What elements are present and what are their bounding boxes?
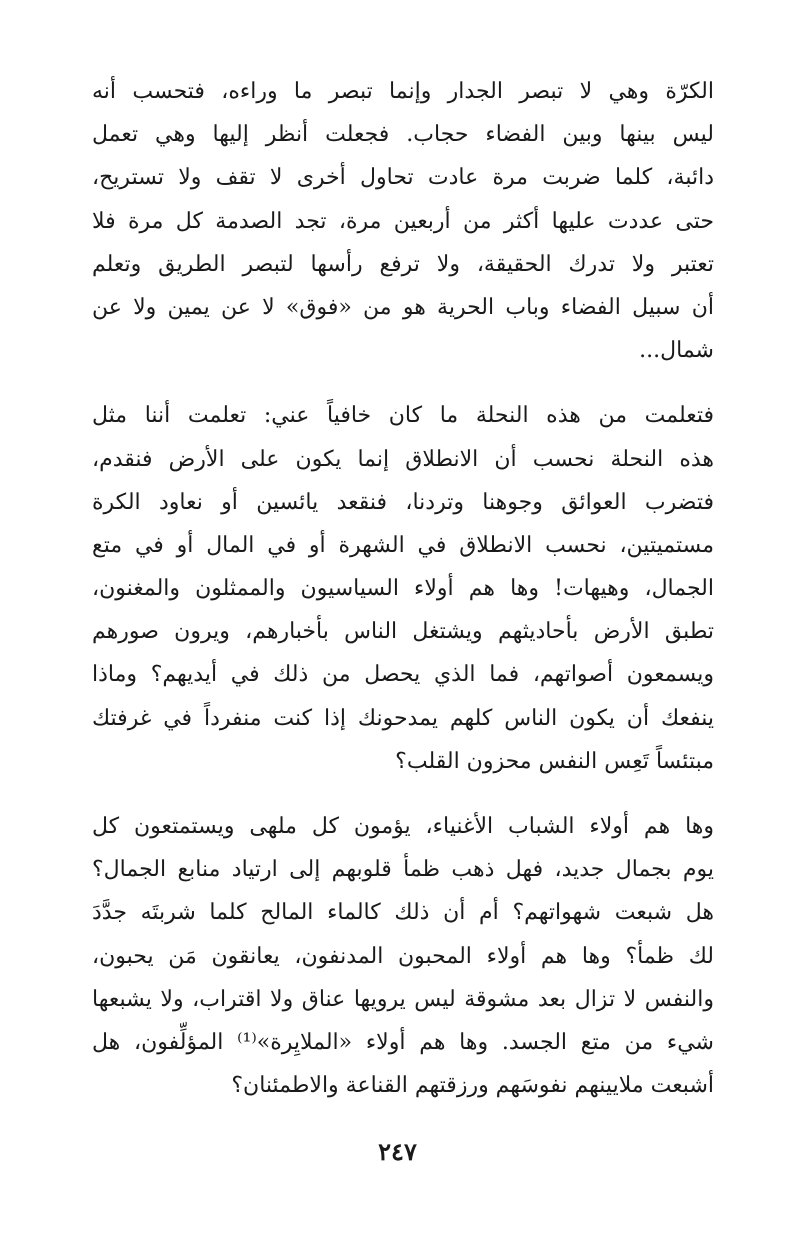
text-line: الجمال، وهيهات! وها هم أولاء السياسيون والممثلون والمغنون، [92, 576, 714, 602]
page-number: ٢٤٧ [378, 1137, 417, 1166]
paragraph-2 [92, 394, 714, 783]
text-line: شيء من متع الجسد. وها هم أولاء «الملايِرة»⁽¹⁾ المؤلِّفون، هل [92, 1029, 714, 1055]
text-line: أن سبيل الفضاء وباب الحرية هو من «فوق» لا عن يمين ولا عن [92, 294, 714, 320]
text-line: مبتئساً تَعِس النفس محزون القلب؟ [395, 748, 714, 774]
text-line: هل شبعت شهواتهم؟ أم أن ذلك كالماء المالح كلما شربتَه جدَّدَ [92, 900, 714, 926]
text-line: لك ظمأ؟ وها هم أولاء المحبون المدنفون، يعانقون مَن يحبون، [92, 943, 714, 969]
text-line: الكرّة وهي لا تبصر الجدار وإنما تبصر ما وراءه، فتحسب أنه [92, 79, 714, 104]
text-line: والنفس لا تزال بعد مشوقة ليس يرويها عناق ولا اقتراب، ولا يشبعها [92, 986, 714, 1012]
text-line: حتى عددت عليها أكثر من أربعين مرة، تجد الصدمة كل مرة فلا [92, 208, 714, 234]
text-line: مستميتين، نحسب الانطلاق في الشهرة أو في المال أو في متع [92, 532, 714, 558]
text-line: تعتبر ولا تدرك الحقيقة، ولا ترفع رأسها لتبصر الطريق وتعلم [92, 251, 714, 277]
text-line: ينفعك أن يكون الناس كلهم يمدحونك إذا كنت منفرداً في غرفتك [92, 705, 714, 731]
text-line: يوم بجمال جديد، فهل ذهب ظمأ قلوبهم إلى ارتياد منابع الجمال؟ [92, 857, 714, 883]
text-line: دائبة، كلما ضربت مرة عادت تحاول أخرى لا تقف ولا تستريح، [92, 165, 714, 191]
text-line: شمال... [639, 338, 714, 364]
text-line: وها هم أولاء الشباب الأغنياء، يؤمون كل ملهى ويستمتعون كل [92, 814, 714, 839]
text-line: ويسمعون أصواتهم، فما الذي يحصل من ذلك في أيديهم؟ وماذا [92, 662, 714, 688]
paragraph-1 [92, 70, 714, 372]
text-line: أشبعت ملايينهم نفوسَهم ورزقتهم القناعة والاطمئنان؟ [231, 1073, 714, 1099]
text-line: هذه النحلة نحسب أن الانطلاق إنما يكون على الأرض فنقدم، [92, 446, 714, 472]
text-line: فتعلمت من هذه النحلة ما كان خافياً عني: تعلمت أننا مثل [92, 403, 714, 429]
text-line: ليس بينها وبين الفضاء حجاب. فجعلت أنظر إليها وهي تعمل [92, 122, 714, 148]
text-line: تطبق الأرض بأحاديثهم ويشتغل الناس بأخبارهم، ويرون صورهم [92, 619, 714, 645]
paragraph-3 [92, 805, 714, 1107]
book-page-body [92, 70, 714, 1107]
text-line: فتضرب العوائق وجوهنا وتردنا، فنقعد يائسين أو نعاود الكرة [92, 489, 714, 515]
